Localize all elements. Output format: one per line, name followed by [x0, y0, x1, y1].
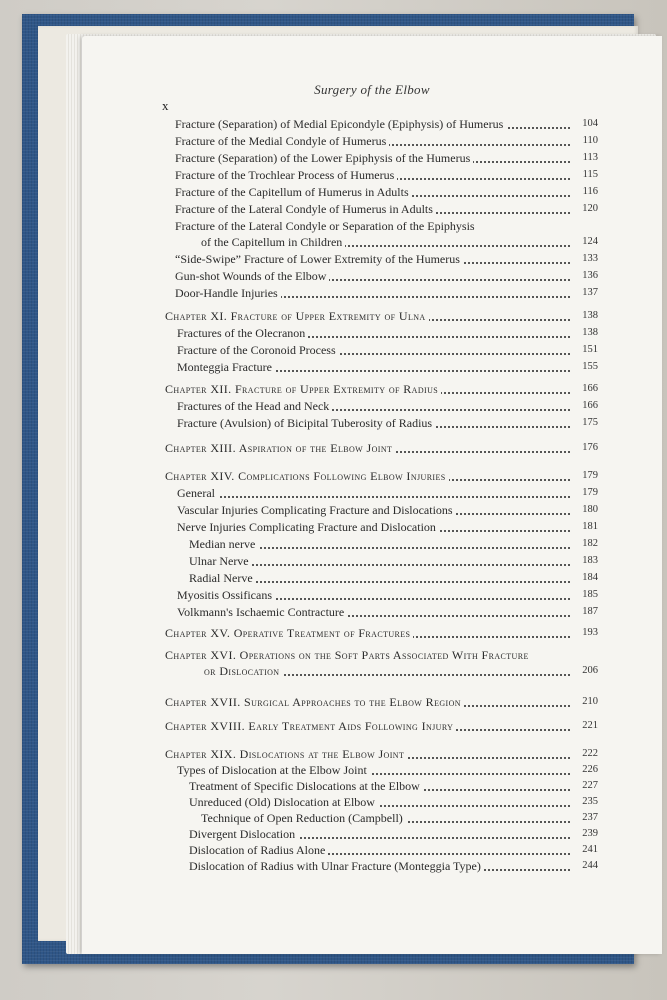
toc-chapter-xvii: Chapter XVII. Surgical Approaches to the Elbow Region 210	[165, 695, 598, 709]
toc-entry: Fracture (Separation) of the Lower Epiphysis of the Humerus 113	[175, 151, 598, 165]
toc-entry: Divergent Dislocation 239	[189, 827, 598, 841]
page-number: x	[162, 98, 169, 113]
toc-entry: Myositis Ossificans 185	[177, 588, 598, 602]
toc-entry: Radial Nerve 184	[189, 571, 598, 585]
toc-chapter-xiii: Chapter XIII. Aspiration of the Elbow Joint 176	[165, 441, 598, 455]
running-head: Surgery of the Elbow	[314, 82, 430, 97]
toc-chapter-xviii: Chapter XVIII. Early Treatment Aids Following Injury 221	[165, 719, 598, 733]
toc-entry: Door-Handle Injuries 137	[175, 286, 598, 300]
toc-chapter-xvi-cont: or Dislocation 206	[204, 664, 598, 678]
toc-entry: Nerve Injuries Complicating Fracture and Dislocation 181	[177, 520, 598, 534]
toc-entry: Fracture of the Coronoid Process 151	[177, 343, 598, 357]
toc-entry: Dislocation of Radius with Ulnar Fracture (Monteggia Type) 244	[189, 859, 598, 873]
toc-chapter-xix: Chapter XIX. Dislocations at the Elbow Joint 222	[165, 747, 598, 761]
toc-entry: Treatment of Specific Dislocations at the Elbow 227	[189, 779, 598, 793]
toc-chapter-xv: Chapter XV. Operative Treatment of Fractures 193	[165, 626, 598, 640]
toc-entry: Types of Dislocation at the Elbow Joint 226	[177, 763, 598, 777]
toc-entry: Fracture (Avulsion) of Bicipital Tuberosity of Radius 175	[177, 416, 598, 430]
toc-chapter-xvi: Chapter XVI. Operations on the Soft Parts Associated With Fracture	[165, 648, 529, 662]
toc-entry: Dislocation of Radius Alone 241	[189, 843, 598, 857]
toc-entry: Median nerve 182	[189, 537, 598, 551]
toc-entry: Ulnar Nerve 183	[189, 554, 598, 568]
toc-entry: Fractures of the Head and Neck 166	[177, 399, 598, 413]
toc-chapter-xii: Chapter XII. Fracture of Upper Extremity of Radius 166	[165, 382, 598, 396]
toc-entry: Fracture of the Medial Condyle of Humerus 110	[175, 134, 598, 148]
toc-entry: Fracture of the Capitellum of Humerus in Adults 116	[175, 185, 598, 199]
toc-entry: Vascular Injuries Complicating Fracture and Dislocations 180	[177, 503, 598, 517]
toc-entry: Monteggia Fracture 155	[177, 360, 598, 374]
toc-entry: Gun-shot Wounds of the Elbow 136	[175, 269, 598, 283]
toc-entry: Technique of Open Reduction (Campbell) 237	[201, 811, 598, 825]
toc-entry: of the Capitellum in Children 124	[201, 235, 598, 249]
toc-entry: Volkmann's Ischaemic Contracture 187	[177, 605, 598, 619]
toc-entry: Fracture (Separation) of Medial Epicondyle (Epiphysis) of Humerus 104	[175, 117, 598, 131]
toc-entry: “Side-Swipe” Fracture of Lower Extremity of the Humerus 133	[175, 252, 598, 266]
toc-entry: Fracture of the Lateral Condyle of Humerus in Adults 120	[175, 202, 598, 216]
toc-entry: Fractures of the Olecranon 138	[177, 326, 598, 340]
toc-entry: Fracture of the Lateral Condyle or Separation of the Epiphysis	[175, 218, 598, 234]
toc-entry: General 179	[177, 486, 598, 500]
toc-chapter-xi: Chapter XI. Fracture of Upper Extremity of Ulna 138	[165, 309, 598, 323]
toc-chapter-xiv: Chapter XIV. Complications Following Elbow Injuries 179	[165, 469, 598, 483]
toc-entry: Fracture of the Trochlear Process of Humerus 115	[175, 168, 598, 182]
book-page	[82, 36, 662, 954]
toc-entry: Unreduced (Old) Dislocation at Elbow 235	[189, 795, 598, 809]
